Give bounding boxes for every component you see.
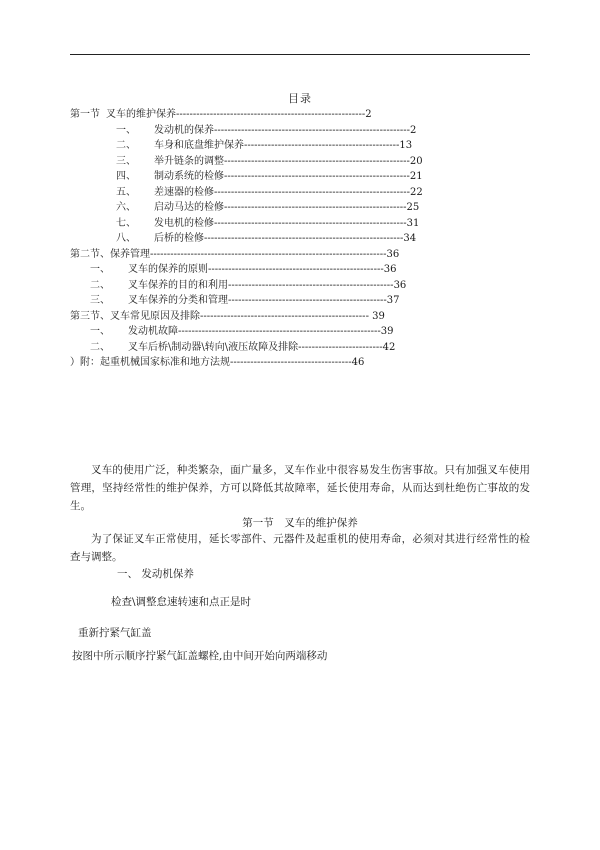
toc-entry-number: 二、 [116, 140, 136, 151]
toc-entry[interactable] [70, 123, 550, 139]
toc-entry-number: 第二节、 [70, 248, 110, 260]
toc-entry-number: 第三节、 [70, 310, 110, 322]
toc-entry-number: 一、 [90, 326, 110, 337]
toc-title: 目录 [288, 92, 312, 105]
toc-entry-number: 一、 [90, 264, 110, 275]
toc-entry[interactable] [70, 216, 550, 232]
toc-entry[interactable] [70, 247, 550, 263]
toc-entry[interactable] [70, 231, 550, 247]
toc-entry[interactable] [70, 324, 550, 340]
toc-entry-number: 六、 [116, 202, 136, 213]
toc-entry-text: 叉车的维护保养--------------------------------------------------------2 [106, 109, 372, 120]
toc-entry[interactable] [70, 154, 550, 170]
toc-entry-text: 举升链条的调整-------------------------------------------------------20 [154, 155, 423, 167]
toc-entry[interactable] [70, 293, 550, 309]
toc-entry-text: 差速器的检修----------------------------------------------------------22 [154, 186, 423, 198]
toc-entry-number: ）附： [70, 357, 100, 368]
toc-entry[interactable] [70, 200, 550, 216]
toc-entry-text: 发动机的保养----------------------------------------------------------2 [154, 124, 417, 136]
toc-entry-text: 叉车保养的分类和管理-----------------------------------------------37 [128, 295, 400, 306]
toc-entry-text: 叉车的保养的原则----------------------------------------------------36 [128, 264, 397, 275]
subsection-heading: 一、 发动机保养 [117, 568, 194, 580]
toc-entry-number: 二、 [90, 341, 110, 353]
toc-entry-text: 叉车保养的目的和利用-------------------------------------------------36 [128, 279, 407, 291]
toc-entry[interactable] [70, 262, 550, 278]
toc-entry-text: 叉车后桥\制动器\转向\液压故障及排除-------------------------42 [128, 341, 396, 353]
step-tighten-title: 重新拧紧气缸盖 [78, 627, 152, 639]
section-heading: 第一节 叉车的维护保养 [242, 517, 358, 529]
toc-entry-number: 八、 [116, 233, 136, 244]
toc-entry-number: 第一节 [70, 109, 100, 120]
toc-entry-text: 车身和底盘维护保养----------------------------------------------13 [154, 140, 413, 151]
header-rule [70, 54, 530, 55]
toc-entry[interactable] [70, 169, 550, 185]
toc-entry-text: 发电机的检修---------------------------------------------------------31 [154, 217, 420, 229]
toc-entry[interactable] [70, 355, 550, 371]
toc-entry[interactable] [70, 107, 550, 123]
toc-entry[interactable] [70, 340, 550, 356]
table-of-contents [70, 107, 550, 371]
step-tighten-description: 按图中所示顺序拧紧气缸盖螺栓,由中间开始向两端移动 [72, 650, 328, 662]
step-check-idle: 检查\调整怠速转速和点正是时 [111, 596, 252, 608]
toc-entry[interactable] [70, 278, 550, 294]
toc-entry-text: 启动马达的检修------------------------------------------------------25 [154, 202, 420, 213]
toc-entry-number: 三、 [116, 155, 136, 167]
toc-entry-number: 七、 [116, 217, 136, 229]
toc-entry[interactable] [70, 309, 550, 325]
toc-entry-text: 发动机故障------------------------------------------------------------39 [128, 326, 394, 337]
toc-entry-text: 后桥的检修-----------------------------------------------------------34 [154, 233, 417, 244]
toc-entry-number: 二、 [90, 279, 110, 291]
toc-entry-text: 保养管理----------------------------------------------------------------------36 [110, 248, 400, 260]
toc-entry-text: 制动系统的检修-------------------------------------------------------21 [154, 171, 423, 182]
intro-paragraph: 叉车的使用广泛，种类繁杂，面广量多，叉车作业中很容易发生伤害事故。只有加强叉车使用管理，坚持经常性的维护保养，方可以降低其故障率，延长使用寿命，从而达到杜绝伤亡事故的发生。 [70, 464, 530, 512]
toc-entry-number: 三、 [90, 295, 110, 306]
toc-entry-text: 叉车常见原因及排除-------------------------------------------------- 39 [110, 310, 385, 322]
toc-entry-number: 一、 [116, 124, 136, 136]
toc-entry[interactable] [70, 138, 550, 154]
toc-entry-number: 四、 [116, 171, 136, 182]
toc-entry-text: 起重机械国家标准和地方法规------------------------------------46 [100, 357, 365, 368]
section-paragraph: 为了保证叉车正常使用，延长零部件、元器件及起重机的使用寿命，必须对其进行经常性的检查与调整。 [70, 533, 530, 563]
toc-entry[interactable] [70, 185, 550, 201]
toc-entry-number: 五、 [116, 186, 136, 198]
